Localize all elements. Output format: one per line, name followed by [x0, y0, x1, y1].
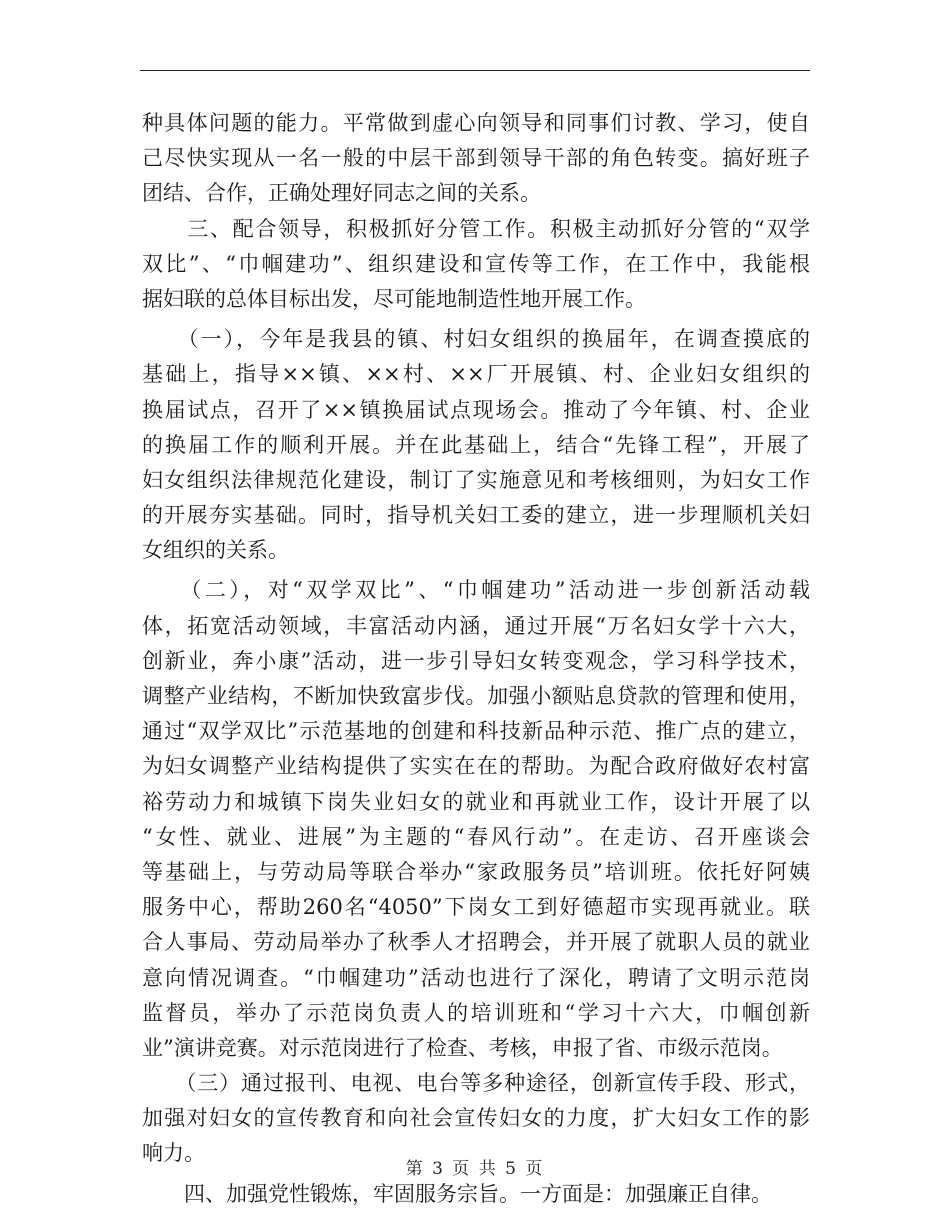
text-line: 团结、合作，正确处理好同志之间的关系。 [142, 181, 541, 206]
text-line: （一），今年是我县的镇、村妇女组织的换届年，在调查摸底的 [142, 327, 810, 352]
page-number: 第 3 页 共 5 页 [405, 1159, 545, 1179]
text-line: 响力。 [142, 1141, 205, 1166]
text-line: 双比”、“巾帼建功”、组织建设和宣传等工作，在工作中，我能根 [142, 251, 810, 276]
text-line: 监督员，举办了示范岗负责人的培训班和“学习十六大，巾帼创新 [142, 1000, 810, 1025]
text-line: 创新业，奔小康”活动，进一步引导妇女转变观念，学习科学技术， [142, 648, 810, 673]
text-line: 女组织的关系。 [142, 538, 289, 563]
text-line: 通过“双学双比”示范基地的创建和科技新品种示范、推广点的建立， [142, 719, 810, 744]
text-line: 换届试点，召开了××镇换届试点现场会。推动了今年镇、村、企业 [142, 397, 810, 422]
paragraph-1 [142, 106, 810, 212]
text-line: 的开展夯实基础。同时，指导机关妇工委的建立，进一步理顺机关妇 [142, 503, 810, 528]
document-body [142, 106, 810, 1212]
text-line: （二），对“双学双比”、“巾帼建功”活动进一步创新活动载 [142, 578, 810, 603]
text-line: 调整产业结构，不断加快致富步伐。加强小额贴息贷款的管理和使用， [142, 684, 810, 708]
text-line: 妇女组织法律规范化建设，制订了实施意见和考核细则，为妇女工作 [142, 467, 810, 492]
text-line: 业”演讲竞赛。对示范岗进行了检查、考核，申报了省、市级示范岗。 [142, 1035, 783, 1060]
header-rule [140, 70, 810, 71]
text-line: 己尽快实现从一名一般的中层干部到领导干部的角色转变。搞好班子 [142, 146, 810, 171]
text-line: 裕劳动力和城镇下岗失业妇女的就业和再就业工作，设计开展了以 [142, 789, 810, 814]
text-line: 加强对妇女的宣传教育和向社会宣传妇女的力度，扩大妇女工作的影 [142, 1106, 810, 1131]
paragraph-4 [142, 573, 810, 1066]
text-line: “女性、就业、进展”为主题的“春风行动”。在走访、召开座谈会 [142, 824, 810, 849]
paragraph-3 [142, 322, 810, 568]
text-line: 四、加强党性锻炼，牢固服务宗旨。一方面是：加强廉正自律。 [142, 1181, 772, 1206]
paragraph-2 [142, 212, 810, 318]
text-line: 基础上，指导××镇、××村、××厂开展镇、村、企业妇女组织的 [142, 362, 810, 387]
text-line: 三、配合领导，积极抓好分管工作。积极主动抓好分管的“双学 [142, 216, 810, 241]
text-line: 据妇联的总体目标出发，尽可能地制造性地开展工作。 [142, 286, 646, 311]
text-line: 意向情况调查。“巾帼建功”活动也进行了深化，聘请了文明示范岗 [142, 965, 810, 990]
text-line: 的换届工作的顺利开展。并在此基础上，结合“先锋工程”，开展了 [142, 432, 810, 457]
text-line: 种具体问题的能力。平常做到虚心向领导和同事们讨教、学习，使自 [142, 111, 810, 135]
text-line: 合人事局、劳动局举办了秋季人才招聘会，并开展了就职人员的就业 [142, 930, 810, 955]
text-line: 为妇女调整产业结构提供了实实在在的帮助。为配合政府做好农村富 [142, 754, 810, 779]
text-line: 等基础上，与劳动局等联合举办“家政服务员”培训班。依托好阿姨 [142, 859, 810, 884]
paragraph-6 [142, 1177, 810, 1212]
text-line: 体，拓宽活动领域，丰富活动内涵，通过开展“万名妇女学十六大， [142, 613, 810, 638]
text-line: （三）通过报刊、电视、电台等多种途径，创新宣传手段、形式， [142, 1071, 810, 1096]
text-line: 服务中心，帮助260名“4050”下岗女工到好德超市实现再就业。联 [142, 895, 810, 920]
